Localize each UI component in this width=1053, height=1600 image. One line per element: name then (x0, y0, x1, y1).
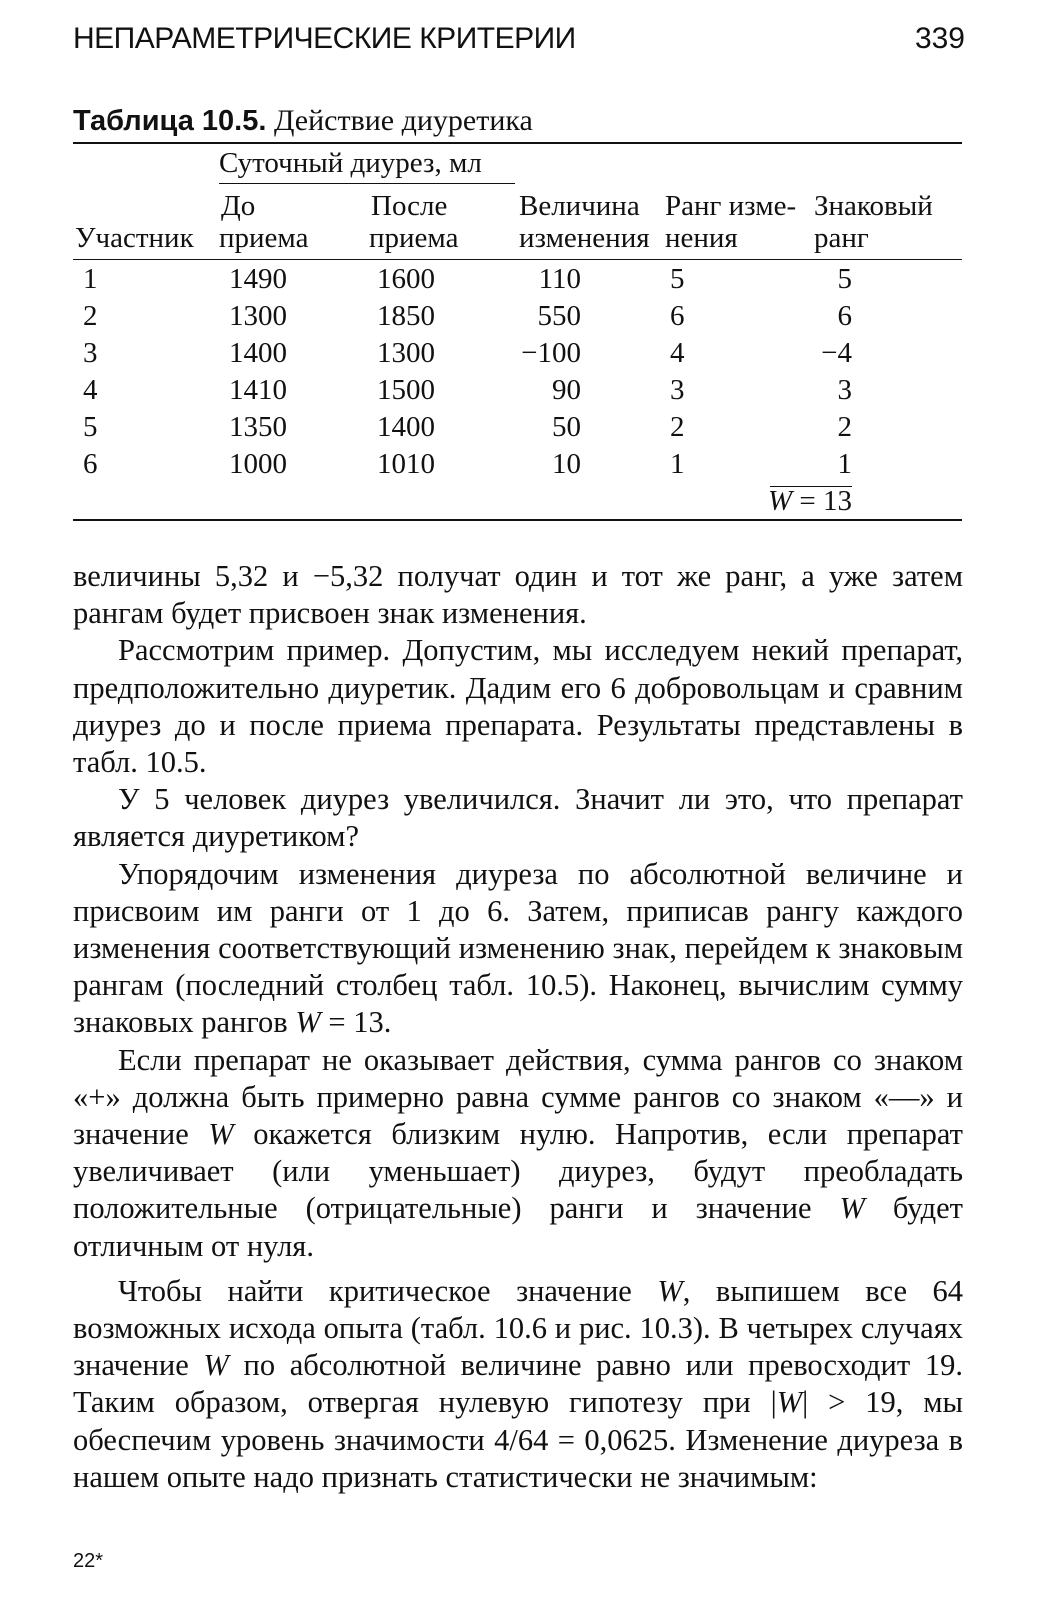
group-header: Суточный диурез, мл (219, 147, 482, 179)
math-variable: W (208, 1117, 234, 1152)
cell-after: 1010 (377, 448, 435, 480)
text-run: Чтобы найти критическое значение (118, 1273, 658, 1308)
cell-before: 1410 (229, 374, 287, 406)
math-variable: W (839, 1191, 865, 1226)
paragraph: Рассмотрим пример. Допустим, мы исследуем некий препарат, предположительно диуретик. Дадим его 6 добровольцам и сравним диурез до и после приема препарата. Результаты представлены в табл. 10.5. (73, 633, 963, 780)
col-header-rank-line1: Ранг изме- (665, 190, 797, 222)
cell-change: 90 (552, 374, 581, 406)
cell-after: 1400 (377, 411, 435, 443)
col-header-change-line1: Величина (519, 190, 640, 222)
table-bottom-rule (73, 519, 962, 521)
math-variable: W (657, 1273, 683, 1308)
cell-signed: 2 (837, 411, 852, 443)
cell-rank: 5 (670, 263, 685, 295)
cell-participant: 4 (83, 374, 98, 406)
cell-rank: 3 (670, 374, 685, 406)
body-text (73, 558, 963, 1496)
text-run: = 13. (320, 1005, 392, 1040)
header-bottom-rule (73, 259, 962, 260)
total-value: = 13 (792, 485, 852, 517)
cell-signed: 5 (837, 263, 852, 295)
paragraph (73, 1273, 963, 1496)
text-run: окажется близким нулю. Напротив, если препарат увеличивает (или уменьшает) диурез, будут преобладать положительные (отрицательные) ранги и значение (73, 1117, 963, 1226)
math-variable: W (295, 1005, 321, 1040)
cell-before: 1400 (229, 337, 287, 369)
cell-change: 10 (552, 448, 581, 480)
cell-before: 1300 (229, 300, 287, 332)
cell-after: 1600 (377, 263, 435, 295)
paragraph: величины 5,32 и −5,32 получат один и тот же ранг, а уже затем рангам будет присвоен знак изменения. (73, 559, 963, 631)
col-header-before-line1: До (221, 190, 256, 222)
cell-participant: 3 (83, 337, 98, 369)
paragraph: У 5 человек диурез увеличился. Значит ли это, что препарат является диуретиком? (73, 782, 963, 854)
cell-before: 1350 (229, 411, 287, 443)
table-total (768, 485, 852, 517)
col-header-after-line1: После (371, 190, 448, 222)
cell-rank: 1 (670, 448, 685, 480)
col-header-participant: Участник (75, 222, 194, 254)
cell-signed: −4 (821, 337, 852, 369)
cell-signed: 1 (837, 448, 852, 480)
table-caption-label: Таблица 10.5. (73, 105, 267, 137)
cell-change: 50 (552, 411, 581, 443)
cell-participant: 2 (83, 300, 98, 332)
page-number: 339 (914, 22, 965, 55)
col-header-before-line2: приема (219, 222, 309, 254)
col-header-change-line2: изменения (519, 222, 650, 254)
cell-after: 1850 (377, 300, 435, 332)
table-caption (73, 104, 533, 138)
cell-change: 110 (538, 263, 581, 295)
cell-rank: 4 (670, 337, 685, 369)
cell-before: 1490 (229, 263, 287, 295)
text-run: Если препарат не оказывает действия, сумма рангов со знаком «+» должна быть примерно равна сумме рангов со знаком «—» и значение (73, 1042, 963, 1152)
cell-participant: 5 (83, 411, 98, 443)
cell-before: 1000 (229, 448, 287, 480)
cell-rank: 2 (670, 411, 685, 443)
paragraph (73, 856, 963, 1042)
group-header-rule (219, 183, 515, 184)
col-header-signed-line1: Знаковый (814, 190, 933, 222)
col-header-rank-line2: нения (665, 222, 738, 254)
cell-after: 1300 (377, 337, 435, 369)
cell-change: 550 (537, 300, 581, 332)
cell-rank: 6 (670, 300, 685, 332)
cell-change: −100 (521, 337, 581, 369)
cell-after: 1500 (377, 374, 435, 406)
cell-signed: 6 (837, 300, 852, 332)
paragraph (73, 1042, 963, 1265)
total-variable: W (767, 485, 793, 517)
cell-signed: 3 (837, 374, 852, 406)
text-run: , выпишем все 64 возможных исхода опыта (табл. 10.6 и рис. 10.3). В четырех случаях значение (73, 1273, 964, 1383)
text-run: Упорядочим изменения диуреза по абсолютной величине и присвоим им ранги от 1 до 6. Затем, приписав рангу каждого изменения соответствующий изменению знак, перейдем к знаковым рангам (последний столбец табл. 10.5). Наконец, вычислим сумму знаковых рангов (73, 856, 963, 1040)
math-variable: W (203, 1348, 229, 1383)
table-top-rule (73, 142, 962, 144)
text-run: по абсолютной величине равно или превосходит 19. Таким образом, отвергая нулевую гипотезу при | (73, 1348, 963, 1420)
col-header-after-line2: приема (369, 222, 459, 254)
table-caption-text: Действие диуретика (273, 104, 533, 137)
text-run: будет отличным от нуля. (73, 1191, 963, 1263)
col-header-signed-line2: ранг (814, 222, 869, 254)
running-title: НЕПАРАМЕТРИЧЕСКИЕ КРИТЕРИИ (73, 22, 576, 55)
cell-participant: 1 (83, 263, 98, 295)
signature-mark: 22* (73, 1550, 104, 1572)
cell-participant: 6 (83, 448, 98, 480)
text-run: | > 19, мы обеспечим уровень значимости 4/64 = 0,0625. Изменение диуреза в нашем опыте надо признать статистически не значимым: (73, 1385, 963, 1494)
math-variable: W (776, 1385, 803, 1420)
